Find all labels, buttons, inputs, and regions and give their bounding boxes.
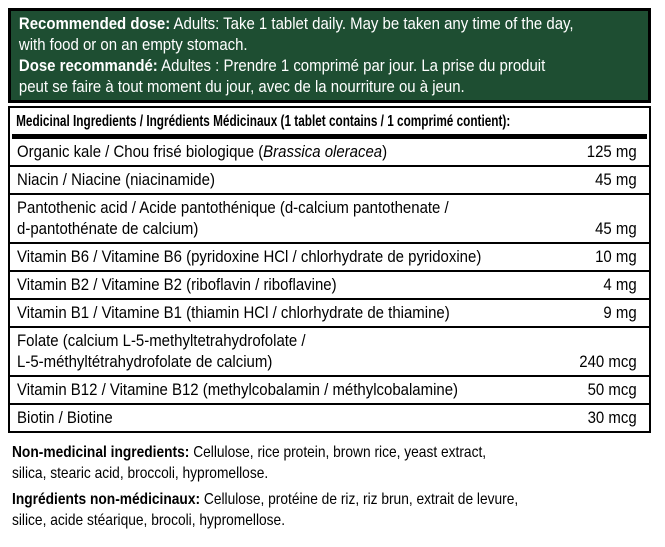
non-medicinal-bold-prefix: Non-medicinal ingredients:	[12, 444, 190, 461]
ingredient-latin-name: Brassica oleracea	[263, 142, 383, 161]
ingredient-amount: 50 mcg	[587, 380, 637, 399]
ingredient-amount: 45 mg	[595, 219, 637, 238]
dose-line-en-1	[19, 13, 640, 34]
ingredient-name-line1: Pantothenic acid / Acide pantothénique (d-calcium pantothenate /	[17, 198, 449, 217]
row-vitamin-b2	[10, 270, 649, 298]
ingredient-name	[17, 330, 306, 372]
ingredient-amount: 4 mg	[603, 275, 637, 294]
dose-line-text: peut se faire à tout moment du jour, avec de la nourriture ou à jeun.	[18, 77, 465, 96]
ingredient-amount: 30 mcg	[587, 408, 637, 427]
ingredient-name	[17, 197, 449, 239]
ingredient-amount: 9 mg	[603, 303, 637, 322]
non-medicinal-bold-prefix: Ingrédients non-médicinaux:	[12, 491, 201, 508]
medicinal-ingredients-table	[8, 106, 651, 433]
ingredient-amount: 45 mg	[595, 170, 637, 189]
ingredient-amount: 10 mg	[595, 247, 637, 266]
row-vitamin-b12	[10, 375, 649, 403]
non-medicinal-fr-line1	[12, 489, 651, 510]
row-biotin	[10, 403, 649, 431]
row-niacin	[10, 165, 649, 193]
non-medicinal-en	[12, 442, 651, 484]
dose-line-text: with food or on an empty stomach.	[18, 35, 248, 54]
ingredient-name-text: Organic kale / Chou frisé biologique (	[17, 142, 264, 161]
ingredient-amount: 125 mg	[586, 142, 637, 161]
ingredient-name-line2: d-pantothénate de calcium)	[17, 219, 199, 238]
non-medicinal-en-line2: silica, stearic acid, broccoli, hypromellose.	[12, 465, 269, 482]
dose-line-text: Adults: Take 1 tablet daily. May be taken any time of the day,	[170, 14, 574, 33]
non-medicinal-ingredients-section	[12, 442, 651, 531]
non-medicinal-text: Cellulose, rice protein, brown rice, yeast extract,	[189, 444, 487, 461]
non-medicinal-fr	[12, 489, 651, 531]
dose-line-fr-1	[19, 55, 640, 76]
row-vitamin-b6	[10, 242, 649, 270]
ingredient-name: Biotin / Biotine	[17, 408, 113, 427]
ingredient-name: Vitamin B12 / Vitamine B12 (methylcobalamin / méthylcobalamine)	[17, 380, 459, 399]
non-medicinal-en-line1	[12, 442, 651, 463]
ingredient-name-text: )	[382, 142, 388, 161]
non-medicinal-fr-line2: silice, acide stéarique, brocoli, hypromellose.	[12, 512, 286, 529]
ingredient-amount: 240 mcg	[579, 352, 637, 371]
row-organic-kale	[10, 139, 649, 165]
row-pantothenic-acid	[10, 193, 649, 242]
ingredient-name: Vitamin B2 / Vitamine B2 (riboflavin / riboflavine)	[17, 275, 337, 294]
ingredient-name: Niacin / Niacine (niacinamide)	[17, 170, 215, 189]
row-folate	[10, 326, 649, 375]
recommended-dose-box	[8, 8, 651, 103]
dose-line-text: Adultes : Prendre 1 comprimé par jour. La prise du produit	[157, 56, 546, 75]
ingredient-name-line2: L-5-méthyltétrahydrofolate de calcium)	[17, 352, 273, 371]
non-medicinal-text: Cellulose, protéine de riz, riz brun, extrait de levure,	[200, 491, 519, 508]
ingredient-name: Vitamin B1 / Vitamine B1 (thiamin HCl / chlorhydrate de thiamine)	[17, 303, 450, 322]
ingredient-name-line1: Folate (calcium L-5-methyltetrahydrofolate /	[17, 331, 306, 350]
dose-line-bold-prefix: Dose recommandé:	[18, 56, 158, 75]
row-vitamin-b1	[10, 298, 649, 326]
dose-line-fr-2	[19, 76, 640, 97]
ingredient-name: Vitamin B6 / Vitamine B6 (pyridoxine HCl / chlorhydrate de pyridoxine)	[17, 247, 482, 266]
table-header-title: Medicinal Ingredients / Ingrédients Médicinaux (1 tablet contains / 1 comprimé contient):	[16, 113, 511, 130]
dose-line-en-2	[19, 34, 640, 55]
ingredient-name	[17, 141, 387, 162]
dose-line-bold-prefix: Recommended dose:	[18, 14, 171, 33]
